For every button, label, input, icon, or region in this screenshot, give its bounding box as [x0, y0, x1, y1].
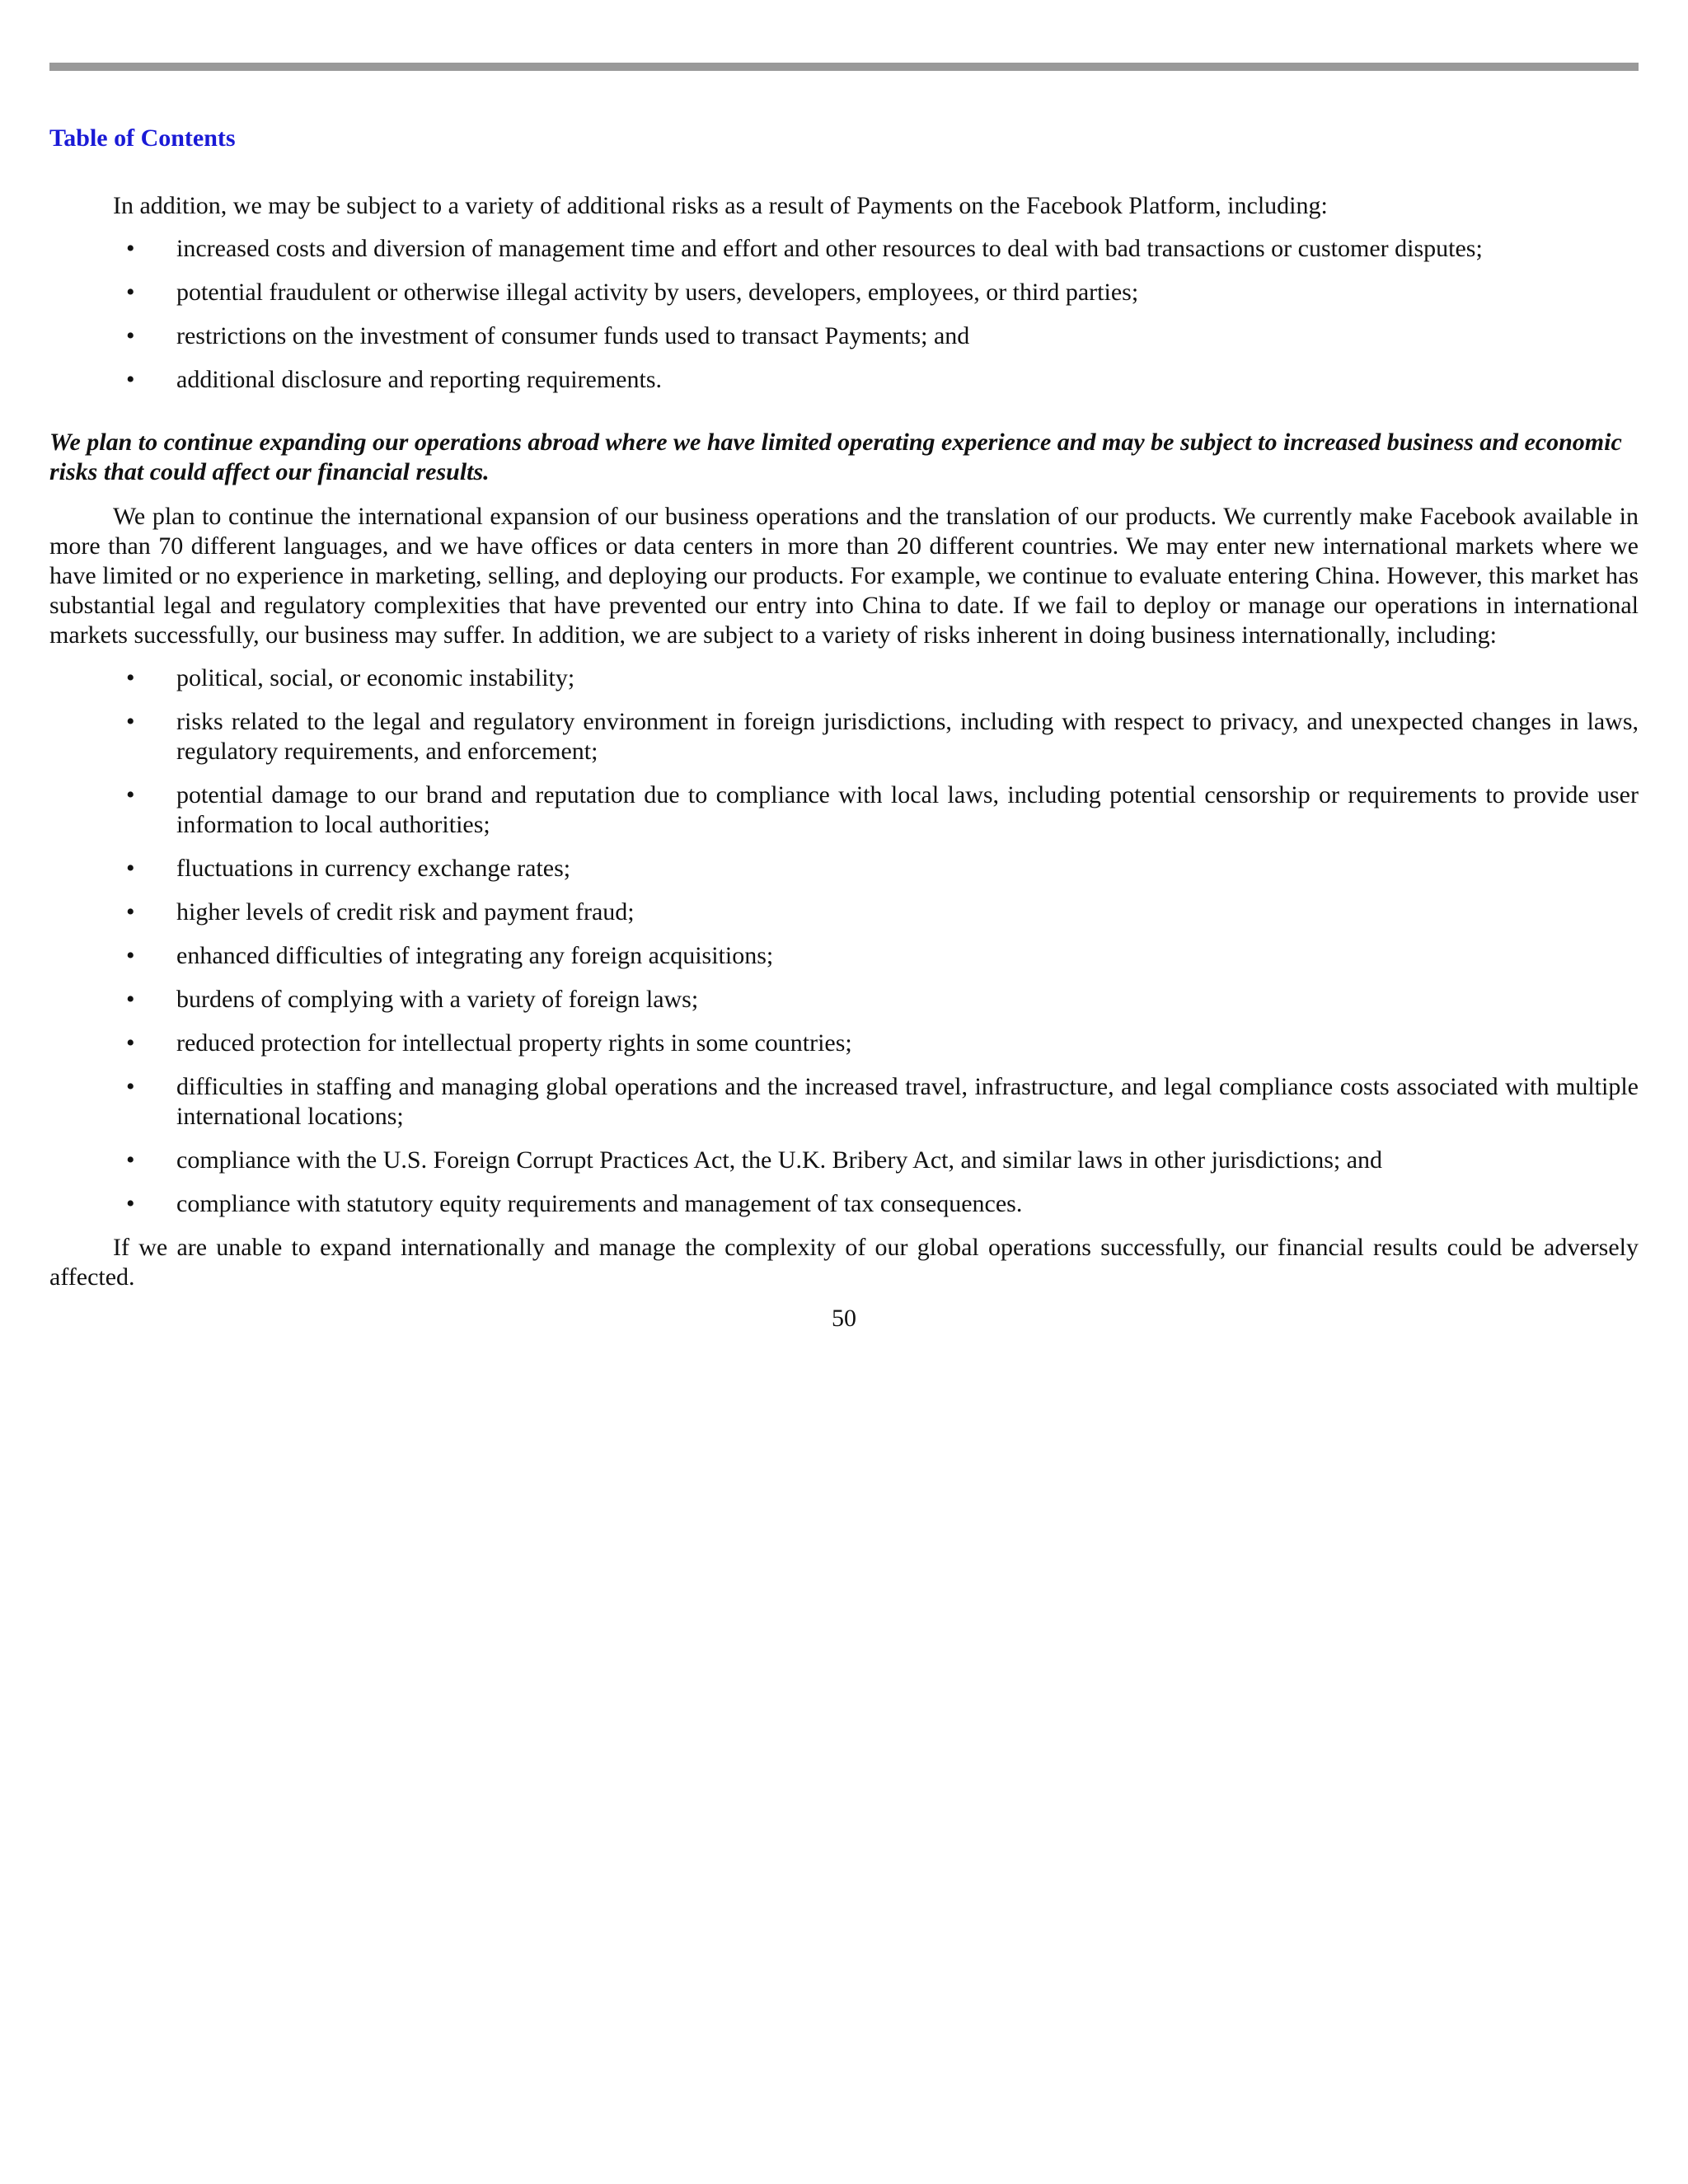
list-item-text: fluctuations in currency exchange rates; — [176, 855, 571, 882]
list-item — [49, 278, 1639, 307]
list-item-text: increased costs and diversion of management time and effort and other resources to deal with bad transactions or customer disputes; — [176, 235, 1483, 262]
list-item-text: enhanced difficulties of integrating any foreign acquisitions; — [176, 942, 774, 969]
list-item-text: compliance with statutory equity requirements and management of tax consequences. — [176, 1190, 1023, 1217]
list-item — [49, 1189, 1639, 1219]
list-item-text: potential fraudulent or otherwise illegal activity by users, developers, employees, or third parties; — [176, 279, 1139, 306]
list-item — [49, 234, 1639, 264]
top-divider — [49, 63, 1639, 71]
list-item — [49, 898, 1639, 927]
payments-risk-list — [49, 234, 1639, 395]
bullet-icon: • — [126, 1029, 135, 1057]
page-number: 50 — [832, 1305, 856, 1332]
bullet-icon: • — [126, 279, 135, 306]
bullet-icon: • — [126, 708, 135, 735]
section-heading: We plan to continue expanding our operations abroad where we have limited operating experience and may be subject to increased business and economic risks that could affect our financial results. — [49, 429, 1622, 485]
list-item — [49, 663, 1639, 693]
list-item — [49, 1146, 1639, 1175]
closing-paragraph: If we are unable to expand internationally and manage the complexity of our global operations successfully, our financial results could be adversely affected. — [49, 1234, 1639, 1291]
list-item — [49, 1072, 1639, 1132]
list-item — [49, 941, 1639, 971]
bullet-icon: • — [126, 781, 135, 808]
list-item — [49, 1029, 1639, 1058]
list-item-text: political, social, or economic instability; — [176, 664, 575, 691]
list-item-text: compliance with the U.S. Foreign Corrupt Practices Act, the U.K. Bribery Act, and similar laws in other jurisdictions; and — [176, 1146, 1383, 1174]
bullet-icon: • — [126, 986, 135, 1013]
list-item-text: risks related to the legal and regulatory environment in foreign jurisdictions, including with respect to privacy, and unexpected changes in laws, regulatory requirements, and enforcement; — [176, 708, 1639, 765]
list-item-text: restrictions on the investment of consumer funds used to transact Payments; and — [176, 322, 970, 349]
list-item — [49, 365, 1639, 395]
list-item-text: higher levels of credit risk and payment fraud; — [176, 898, 635, 926]
bullet-icon: • — [126, 235, 135, 262]
list-item-text: difficulties in staffing and managing global operations and the increased travel, infrastructure, and legal compliance costs associated with multiple international locations; — [176, 1073, 1639, 1130]
bullet-icon: • — [126, 942, 135, 969]
list-item — [49, 854, 1639, 883]
bullet-icon: • — [126, 1190, 135, 1217]
bullet-icon: • — [126, 1073, 135, 1100]
bullet-icon: • — [126, 664, 135, 691]
list-item-text: burdens of complying with a variety of foreign laws; — [176, 986, 699, 1013]
list-item-text: potential damage to our brand and reputation due to compliance with local laws, including potential censorship or requirements to provide user information to local authorities; — [176, 781, 1639, 838]
bullet-icon: • — [126, 855, 135, 882]
bullet-icon: • — [126, 322, 135, 349]
bullet-icon: • — [126, 898, 135, 926]
list-item — [49, 321, 1639, 351]
list-item — [49, 780, 1639, 840]
table-of-contents-link[interactable]: Table of Contents — [49, 124, 236, 152]
payments-intro: In addition, we may be subject to a variety of additional risks as a result of Payments on the Facebook Platform, including: — [113, 192, 1328, 219]
list-item — [49, 707, 1639, 766]
international-paragraph: We plan to continue the international expansion of our business operations and the translation of our products. We currently make Facebook available in more than 70 different languages, and we have offices or data centers in more than 20 different countries. We may enter new international markets where we have limited or no experience in marketing, selling, and deploying our products. For example, we continue to evaluate entering China. However, this market has substantial legal and regulatory complexities that have prevented our entry into China to date. If we fail to deploy or manage our operations in international markets successfully, our business may suffer. In addition, we are subject to a variety of risks inherent in doing business internationally, including: — [49, 503, 1639, 649]
list-item — [49, 985, 1639, 1015]
bullet-icon: • — [126, 1146, 135, 1174]
list-item-text: additional disclosure and reporting requirements. — [176, 366, 662, 393]
bullet-icon: • — [126, 366, 135, 393]
international-risk-list — [49, 663, 1639, 1219]
page-content — [49, 191, 1639, 1333]
list-item-text: reduced protection for intellectual property rights in some countries; — [176, 1029, 852, 1057]
